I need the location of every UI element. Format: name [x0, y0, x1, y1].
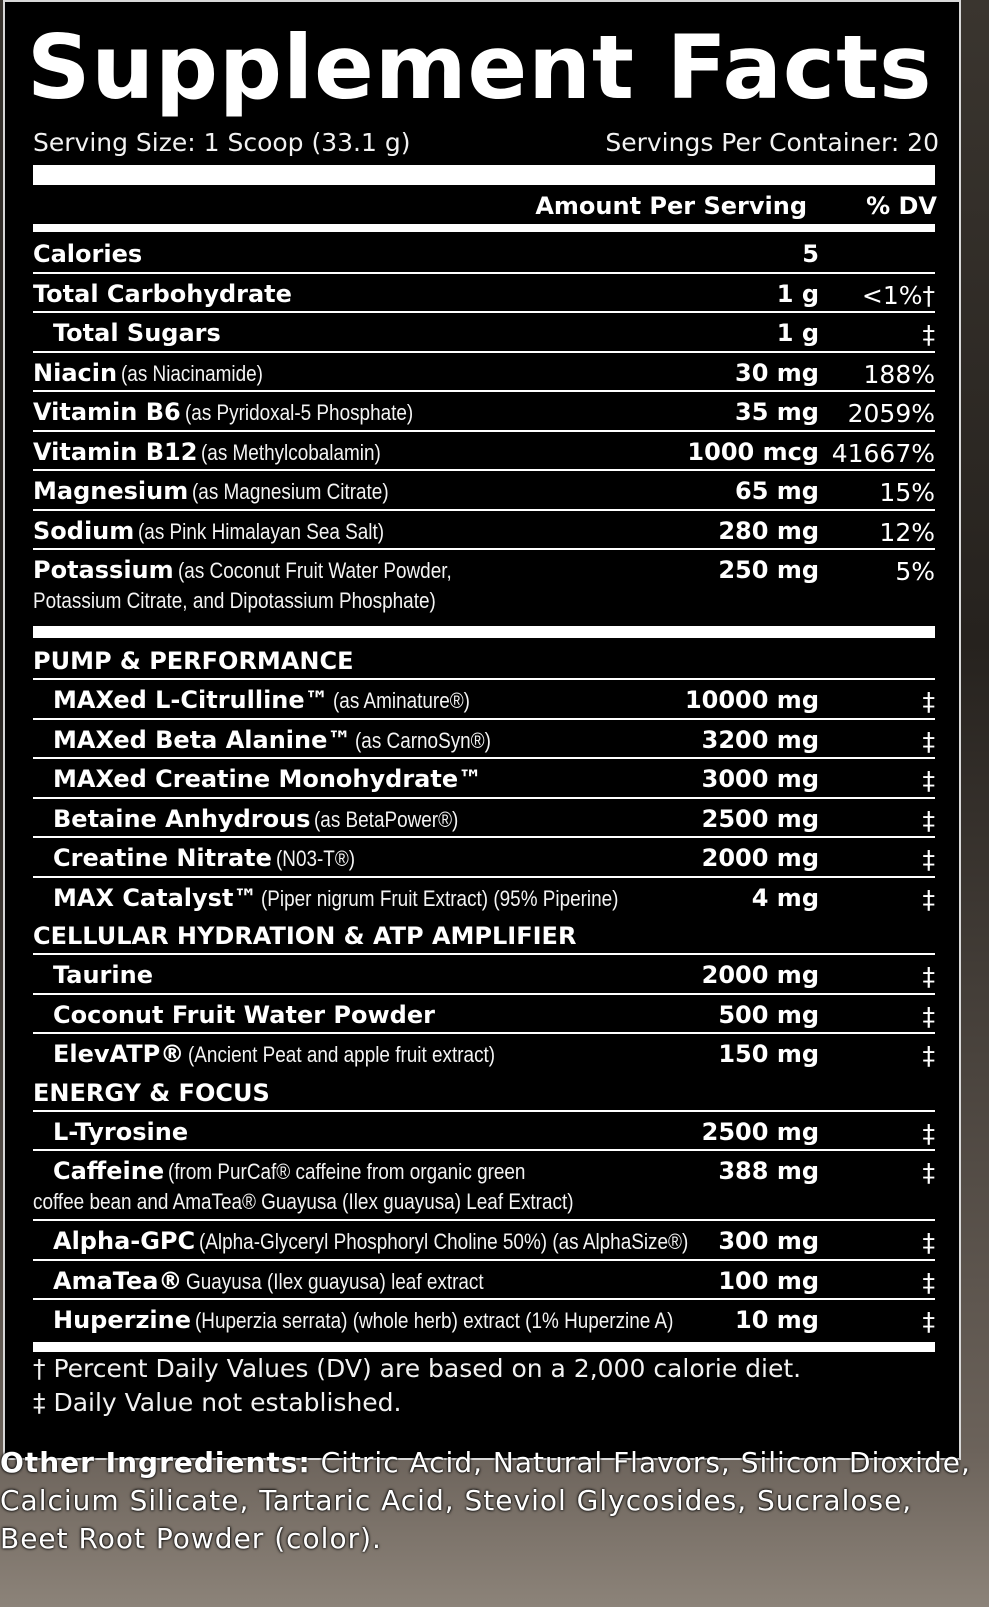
ingredient-name: [53, 1115, 188, 1149]
ingredient-label: Coconut Fruit Water Powder: [53, 1000, 435, 1029]
daily-value-percent: ‡: [922, 687, 935, 716]
daily-value-percent: 188%: [863, 359, 935, 389]
ingredient-source-note: (Piper nigrum Fruit Extract) (95% Piperine): [261, 885, 619, 911]
page-title: Supplement Facts: [27, 16, 933, 119]
ingredient-source-note: (as Magnesium Citrate): [192, 479, 389, 504]
amount-value: 35 mg: [735, 398, 819, 426]
thick-divider: [33, 626, 935, 638]
amount-value: 1 g: [776, 319, 819, 347]
servings-per-container: Servings Per Container: 20: [605, 128, 939, 157]
thick-divider: [33, 165, 935, 185]
amount-value: 250 mg: [718, 556, 819, 584]
table-row: [33, 759, 935, 799]
ingredient-source-note: (as Niacinamide): [121, 360, 264, 386]
table-row: [33, 432, 935, 472]
table-row: [33, 955, 935, 995]
ingredient-label: Taurine: [53, 961, 153, 989]
section-heading: ENERGY & FOCUS: [33, 1078, 270, 1107]
amount-value: 2500 mg: [701, 1117, 819, 1146]
table-row: [33, 1112, 935, 1152]
table-row: [33, 471, 935, 511]
ingredient-name: [33, 514, 424, 549]
ingredient-name: [33, 237, 142, 271]
amount-value: 388 mg: [718, 1157, 819, 1185]
ingredient-label: Caffeine: [53, 1157, 165, 1185]
ingredient-source-note: Guayusa (Ilex guayusa) leaf extract: [186, 1268, 485, 1294]
amount-value: 2000 mg: [701, 844, 819, 872]
daily-value-percent: ‡: [922, 320, 935, 349]
ingredient-source-note: (as Coconut Fruit Water Powder,: [177, 558, 452, 583]
ingredient-source-note: (as BetaPower®): [314, 806, 459, 832]
table-row: [33, 550, 935, 620]
table-row: [33, 680, 935, 720]
ingredient-source-note: (N03-T®): [275, 846, 356, 871]
ingredient-name: [33, 277, 292, 311]
ingredient-label: Betaine Anhydrous: [53, 804, 311, 833]
ingredient-source-note: (as Aminature®): [332, 688, 470, 713]
ingredient-label: MAXed L-Citrulline™: [53, 686, 329, 714]
serving-size: Serving Size: 1 Scoop (33.1 g): [33, 128, 411, 157]
ingredient-source-note-continued: coffee bean and AmaTea® Guayusa (Ilex guayusa) Leaf Extract): [33, 1189, 574, 1214]
ingredient-name: [53, 841, 368, 876]
amount-per-serving-header: Amount Per Serving: [535, 192, 807, 220]
table-row: [33, 838, 935, 878]
amount-value: 10000 mg: [684, 686, 819, 714]
ingredient-source-note: (as CarnoSyn®): [355, 727, 492, 753]
ingredient-label: Niacin: [33, 358, 118, 387]
thick-divider: [33, 1342, 935, 1352]
ingredient-label: Sodium: [33, 516, 135, 545]
table-row: [33, 313, 935, 353]
footnote-dv-not-established: ‡ Daily Value not established.: [33, 1388, 402, 1417]
daily-value-percent: 41667%: [831, 438, 935, 468]
ingredient-name: [53, 683, 492, 718]
ingredient-source-note-continued: Potassium Citrate, and Dipotassium Phosphate): [33, 588, 436, 613]
section-heading: PUMP & PERFORMANCE: [33, 647, 354, 675]
ingredient-name: [33, 435, 411, 470]
ingredient-name: [53, 723, 513, 758]
ingredient-label: Total Carbohydrate: [33, 279, 292, 308]
daily-value-header: % DV: [866, 192, 937, 220]
table-row: [33, 720, 935, 760]
amount-value: 10 mg: [735, 1306, 819, 1334]
daily-value-percent: ‡: [922, 884, 935, 914]
table-row: [33, 1221, 935, 1261]
ingredient-label: ElevATP®: [53, 1040, 185, 1068]
daily-value-percent: ‡: [922, 1158, 935, 1187]
ingredient-name: [53, 998, 435, 1032]
ingredient-source-note: (Ancient Peat and apple fruit extract): [188, 1042, 496, 1067]
daily-value-percent: ‡: [922, 1041, 935, 1070]
ingredient-name: [53, 762, 482, 796]
other-ingredients: [0, 1444, 989, 1558]
ingredient-label: Calories: [33, 240, 143, 268]
daily-value-percent: 15%: [879, 478, 935, 507]
ingredient-name: [33, 395, 450, 430]
daily-value-percent: ‡: [922, 1228, 935, 1257]
table-row: [33, 1034, 935, 1074]
medium-divider: [33, 224, 935, 232]
ingredient-label: MAX Catalyst™: [53, 883, 258, 912]
ingredient-source-note: (Huperzia serrata) (whole herb) extract (1% Huperzine A): [195, 1308, 674, 1333]
amount-value: 300 mg: [718, 1227, 819, 1255]
ingredient-name: [53, 1303, 751, 1338]
ingredient-name: [33, 356, 286, 391]
ingredient-label: Huperzine: [53, 1306, 192, 1334]
amount-value: 500 mg: [718, 1000, 819, 1029]
table-row: [33, 1300, 935, 1340]
table-row: [33, 234, 935, 274]
table-row: [33, 878, 935, 918]
ingredient-name: [53, 316, 221, 350]
daily-value-percent: 5%: [895, 557, 935, 586]
table-row: [33, 995, 935, 1035]
ingredient-label: Creatine Nitrate: [53, 844, 272, 872]
daily-value-percent: 12%: [879, 517, 935, 547]
amount-value: 150 mg: [718, 1040, 819, 1068]
daily-value-percent: ‡: [922, 962, 935, 991]
daily-value-percent: ‡: [922, 1001, 935, 1031]
table-row: [33, 274, 935, 314]
ingredient-source-note: (from PurCaf® caffeine from organic green: [168, 1159, 526, 1184]
table-row: [33, 392, 935, 432]
ingredient-label: Total Sugars: [53, 319, 221, 347]
ingredient-name: [53, 1037, 545, 1072]
amount-value: 280 mg: [718, 516, 819, 545]
table-row: [33, 1151, 935, 1221]
supplement-facts-panel: [3, 0, 961, 1460]
ingredient-label: Vitamin B12: [33, 437, 198, 466]
table-row: [33, 511, 935, 551]
ingredient-name: [33, 474, 421, 509]
table-row: [33, 799, 935, 839]
ingredient-label: Magnesium: [33, 477, 189, 505]
daily-value-percent: ‡: [922, 805, 935, 835]
ingredient-label: Alpha-GPC: [53, 1227, 196, 1255]
daily-value-percent: ‡: [922, 1118, 935, 1148]
amount-value: 30 mg: [735, 358, 819, 387]
ingredient-source-note: (Alpha-Glyceryl Phosphoryl Choline 50%) (as AlphaSize®): [199, 1229, 689, 1254]
table-row: [33, 353, 935, 393]
amount-value: 3200 mg: [701, 725, 819, 754]
ingredient-name: [53, 958, 153, 992]
amount-value: 3000 mg: [701, 765, 819, 793]
daily-value-percent: ‡: [922, 1307, 935, 1336]
ingredient-name: [53, 1154, 584, 1189]
ingredient-name: [53, 1224, 768, 1259]
daily-value-percent: ‡: [922, 1267, 935, 1297]
ingredient-label: L-Tyrosine: [53, 1117, 189, 1146]
daily-value-percent: ‡: [922, 766, 935, 795]
other-ingredients-text: Citric Acid, Natural Flavors, Silicon Dioxide, Calcium Silicate, Tartaric Acid, Steviol Glycosides, Sucralose, Beet Root Powder (color).: [0, 1446, 971, 1555]
daily-value-percent: ‡: [922, 845, 935, 874]
ingredient-source-note: (as Pyridoxal-5 Phosphate): [184, 400, 413, 425]
ingredient-label: Potassium: [33, 556, 174, 584]
ingredient-name: [53, 1264, 533, 1299]
amount-value: 2500 mg: [701, 804, 819, 833]
ingredient-label: MAXed Creatine Monohydrate™: [53, 765, 483, 793]
daily-value-percent: 2059%: [847, 399, 935, 428]
amount-value: 2000 mg: [701, 961, 819, 989]
other-ingredients-label: Other Ingredients:: [0, 1446, 311, 1479]
ingredient-label: Vitamin B6: [33, 398, 181, 426]
ingredient-source-note: (as Pink Himalayan Sea Salt): [138, 518, 385, 544]
ingredient-label: AmaTea®: [53, 1266, 183, 1295]
daily-value-percent: ‡: [922, 726, 935, 756]
amount-value: 65 mg: [735, 477, 819, 505]
ingredient-name: [33, 553, 496, 588]
ingredient-label: MAXed Beta Alanine™: [53, 725, 352, 754]
section-heading: CELLULAR HYDRATION & ATP AMPLIFIER: [33, 922, 577, 950]
ingredient-name: [53, 881, 677, 916]
amount-value: 4 mg: [751, 883, 819, 912]
ingredient-name: [53, 802, 482, 837]
amount-value: 1 g: [776, 279, 819, 308]
ingredient-source-note: (as Methylcobalamin): [201, 439, 382, 465]
footnote-percent-dv: † Percent Daily Values (DV) are based on a 2,000 calorie diet.: [33, 1354, 802, 1383]
amount-value: 1000 mcg: [687, 437, 819, 466]
daily-value-percent: <1%†: [861, 280, 935, 310]
amount-value: 5: [802, 240, 819, 268]
amount-value: 100 mg: [718, 1266, 819, 1295]
table-row: [33, 1261, 935, 1301]
